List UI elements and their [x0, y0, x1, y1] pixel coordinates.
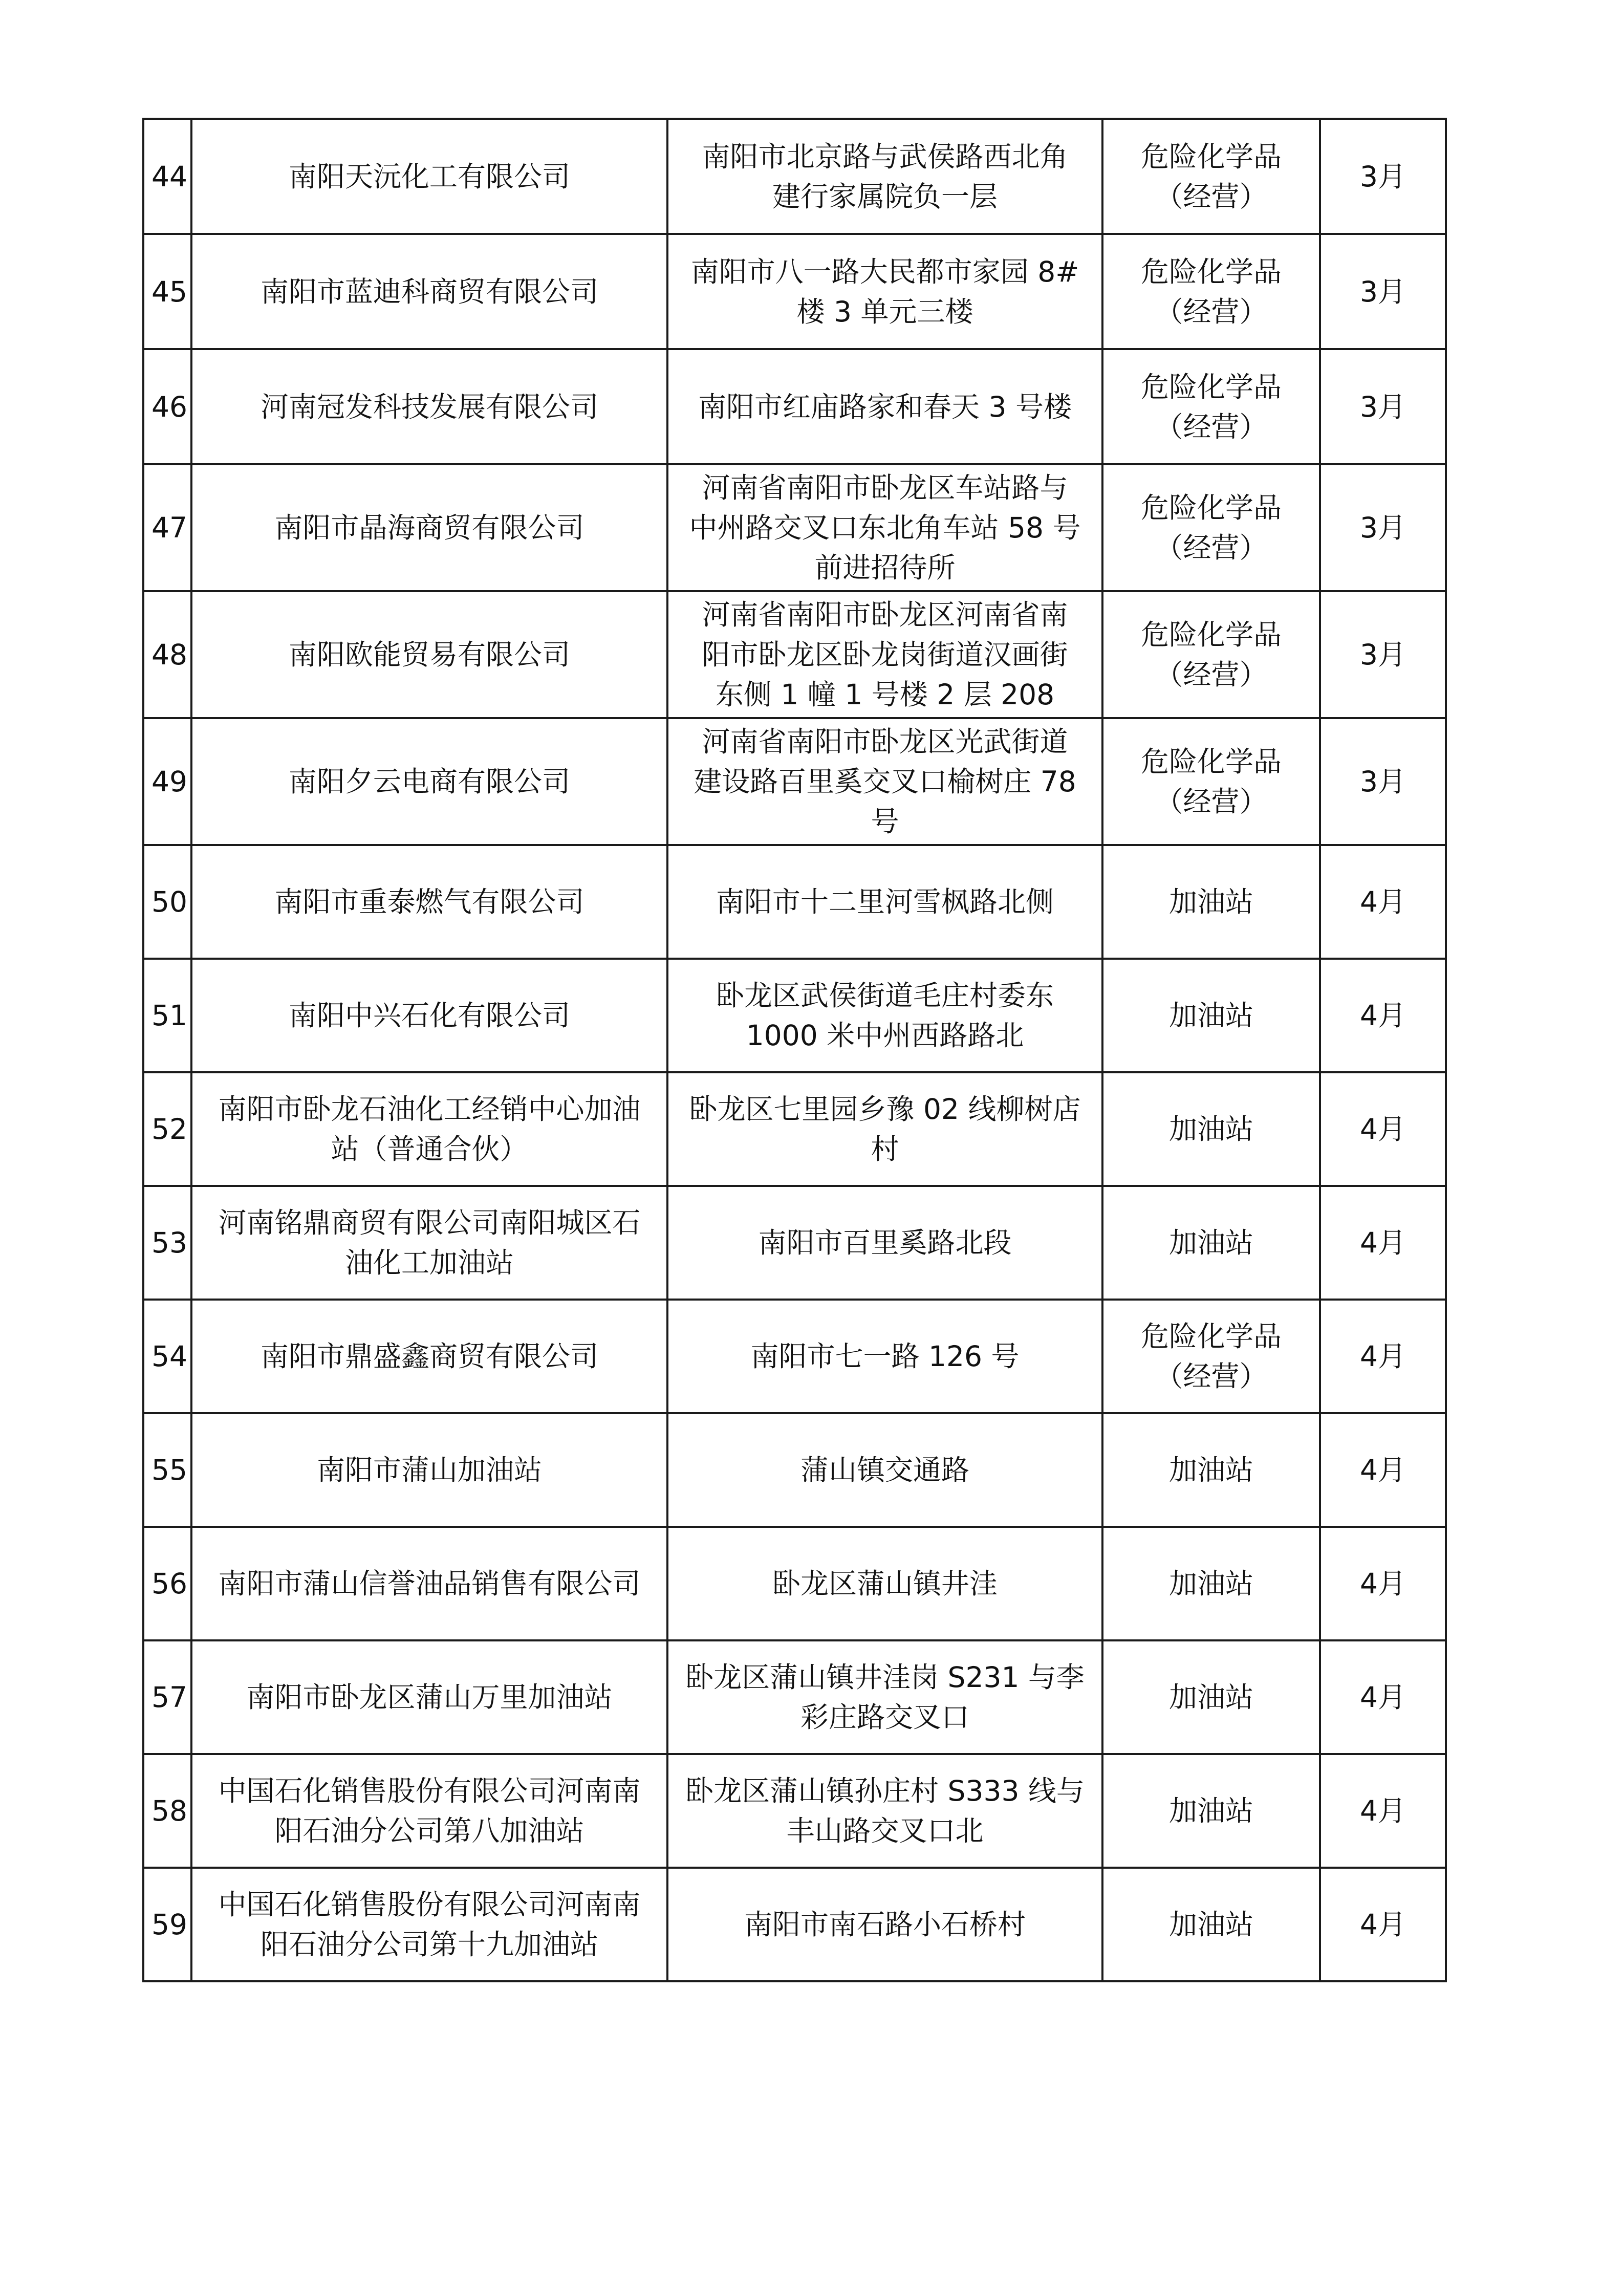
- inspection-month: 4月: [1320, 1640, 1446, 1754]
- business-category: 危险化学品 （经营）: [1102, 464, 1320, 591]
- inspection-month: 3月: [1320, 718, 1446, 845]
- inspection-month: 4月: [1320, 1072, 1446, 1186]
- company-address: 河南省南阳市卧龙区河南省南 阳市卧龙区卧龙岗街道汉画街 东侧 1 幢 1 号楼 2 层 208: [667, 591, 1102, 718]
- inspection-month: 4月: [1320, 1527, 1446, 1640]
- inspection-month: 4月: [1320, 845, 1446, 959]
- table-row: [143, 119, 1446, 234]
- business-category: 加油站: [1102, 1413, 1320, 1527]
- row-number: 52: [143, 1072, 191, 1186]
- company-address: 南阳市红庙路家和春天 3 号楼: [667, 349, 1102, 464]
- company-name: 南阳中兴石化有限公司: [191, 959, 667, 1072]
- enterprise-table: [142, 118, 1447, 1982]
- table-row: [143, 1186, 1446, 1300]
- inspection-month: 3月: [1320, 234, 1446, 349]
- row-number: 59: [143, 1868, 191, 1981]
- company-name: 中国石化销售股份有限公司河南南 阳石油分公司第八加油站: [191, 1754, 667, 1868]
- business-category: 加油站: [1102, 1754, 1320, 1868]
- company-address: 南阳市七一路 126 号: [667, 1300, 1102, 1413]
- row-number: 50: [143, 845, 191, 959]
- inspection-month: 4月: [1320, 1413, 1446, 1527]
- company-address: 南阳市八一路大民都市家园 8# 楼 3 单元三楼: [667, 234, 1102, 349]
- row-number: 48: [143, 591, 191, 718]
- table-row: [143, 845, 1446, 959]
- business-category: 加油站: [1102, 1527, 1320, 1640]
- company-address: 卧龙区武侯街道毛庄村委东 1000 米中州西路路北: [667, 959, 1102, 1072]
- table-row: [143, 718, 1446, 845]
- inspection-month: 3月: [1320, 349, 1446, 464]
- table-row: [143, 591, 1446, 718]
- company-name: 南阳市晶海商贸有限公司: [191, 464, 667, 591]
- table-row: [143, 234, 1446, 349]
- inspection-month: 3月: [1320, 119, 1446, 234]
- business-category: 加油站: [1102, 1072, 1320, 1186]
- inspection-month: 3月: [1320, 591, 1446, 718]
- company-address: 南阳市南石路小石桥村: [667, 1868, 1102, 1981]
- table-row: [143, 1754, 1446, 1868]
- business-category: 加油站: [1102, 959, 1320, 1072]
- inspection-month: 4月: [1320, 959, 1446, 1072]
- company-name: 中国石化销售股份有限公司河南南 阳石油分公司第十九加油站: [191, 1868, 667, 1981]
- row-number: 51: [143, 959, 191, 1072]
- table-row: [143, 1527, 1446, 1640]
- company-address: 卧龙区蒲山镇孙庄村 S333 线与 丰山路交叉口北: [667, 1754, 1102, 1868]
- business-category: 加油站: [1102, 845, 1320, 959]
- company-name: 南阳市鼎盛鑫商贸有限公司: [191, 1300, 667, 1413]
- business-category: 加油站: [1102, 1186, 1320, 1300]
- row-number: 55: [143, 1413, 191, 1527]
- company-address: 蒲山镇交通路: [667, 1413, 1102, 1527]
- business-category: 危险化学品 （经营）: [1102, 1300, 1320, 1413]
- company-name: 河南铭鼎商贸有限公司南阳城区石 油化工加油站: [191, 1186, 667, 1300]
- business-category: 危险化学品 （经营）: [1102, 119, 1320, 234]
- business-category: 危险化学品 （经营）: [1102, 234, 1320, 349]
- company-name: 南阳市蒲山信誉油品销售有限公司: [191, 1527, 667, 1640]
- company-name: 南阳市卧龙区蒲山万里加油站: [191, 1640, 667, 1754]
- company-name: 河南冠发科技发展有限公司: [191, 349, 667, 464]
- inspection-month: 4月: [1320, 1186, 1446, 1300]
- row-number: 44: [143, 119, 191, 234]
- business-category: 危险化学品 （经营）: [1102, 349, 1320, 464]
- business-category: 加油站: [1102, 1868, 1320, 1981]
- table-row: [143, 1640, 1446, 1754]
- company-name: 南阳市蓝迪科商贸有限公司: [191, 234, 667, 349]
- company-name: 南阳天沅化工有限公司: [191, 119, 667, 234]
- row-number: 47: [143, 464, 191, 591]
- row-number: 58: [143, 1754, 191, 1868]
- company-address: 南阳市百里奚路北段: [667, 1186, 1102, 1300]
- table-row: [143, 1300, 1446, 1413]
- business-category: 加油站: [1102, 1640, 1320, 1754]
- row-number: 45: [143, 234, 191, 349]
- row-number: 54: [143, 1300, 191, 1413]
- company-address: 卧龙区蒲山镇井洼岗 S231 与李 彩庄路交叉口: [667, 1640, 1102, 1754]
- inspection-month: 4月: [1320, 1868, 1446, 1981]
- business-category: 危险化学品 （经营）: [1102, 718, 1320, 845]
- row-number: 46: [143, 349, 191, 464]
- inspection-month: 3月: [1320, 464, 1446, 591]
- table-row: [143, 464, 1446, 591]
- company-address: 卧龙区蒲山镇井洼: [667, 1527, 1102, 1640]
- row-number: 56: [143, 1527, 191, 1640]
- company-name: 南阳市卧龙石油化工经销中心加油 站（普通合伙）: [191, 1072, 667, 1186]
- company-name: 南阳市重泰燃气有限公司: [191, 845, 667, 959]
- table-row: [143, 1413, 1446, 1527]
- table-row: [143, 959, 1446, 1072]
- row-number: 49: [143, 718, 191, 845]
- company-address: 河南省南阳市卧龙区光武街道 建设路百里奚交叉口榆树庄 78 号: [667, 718, 1102, 845]
- row-number: 53: [143, 1186, 191, 1300]
- table-row: [143, 1868, 1446, 1981]
- business-category: 危险化学品 （经营）: [1102, 591, 1320, 718]
- table-row: [143, 1072, 1446, 1186]
- company-address: 河南省南阳市卧龙区车站路与 中州路交叉口东北角车站 58 号 前进招待所: [667, 464, 1102, 591]
- company-name: 南阳夕云电商有限公司: [191, 718, 667, 845]
- table-row: [143, 349, 1446, 464]
- company-address: 南阳市十二里河雪枫路北侧: [667, 845, 1102, 959]
- company-address: 南阳市北京路与武侯路西北角 建行家属院负一层: [667, 119, 1102, 234]
- company-address: 卧龙区七里园乡豫 02 线柳树店 村: [667, 1072, 1102, 1186]
- company-name: 南阳市蒲山加油站: [191, 1413, 667, 1527]
- row-number: 57: [143, 1640, 191, 1754]
- company-name: 南阳欧能贸易有限公司: [191, 591, 667, 718]
- inspection-month: 4月: [1320, 1754, 1446, 1868]
- inspection-month: 4月: [1320, 1300, 1446, 1413]
